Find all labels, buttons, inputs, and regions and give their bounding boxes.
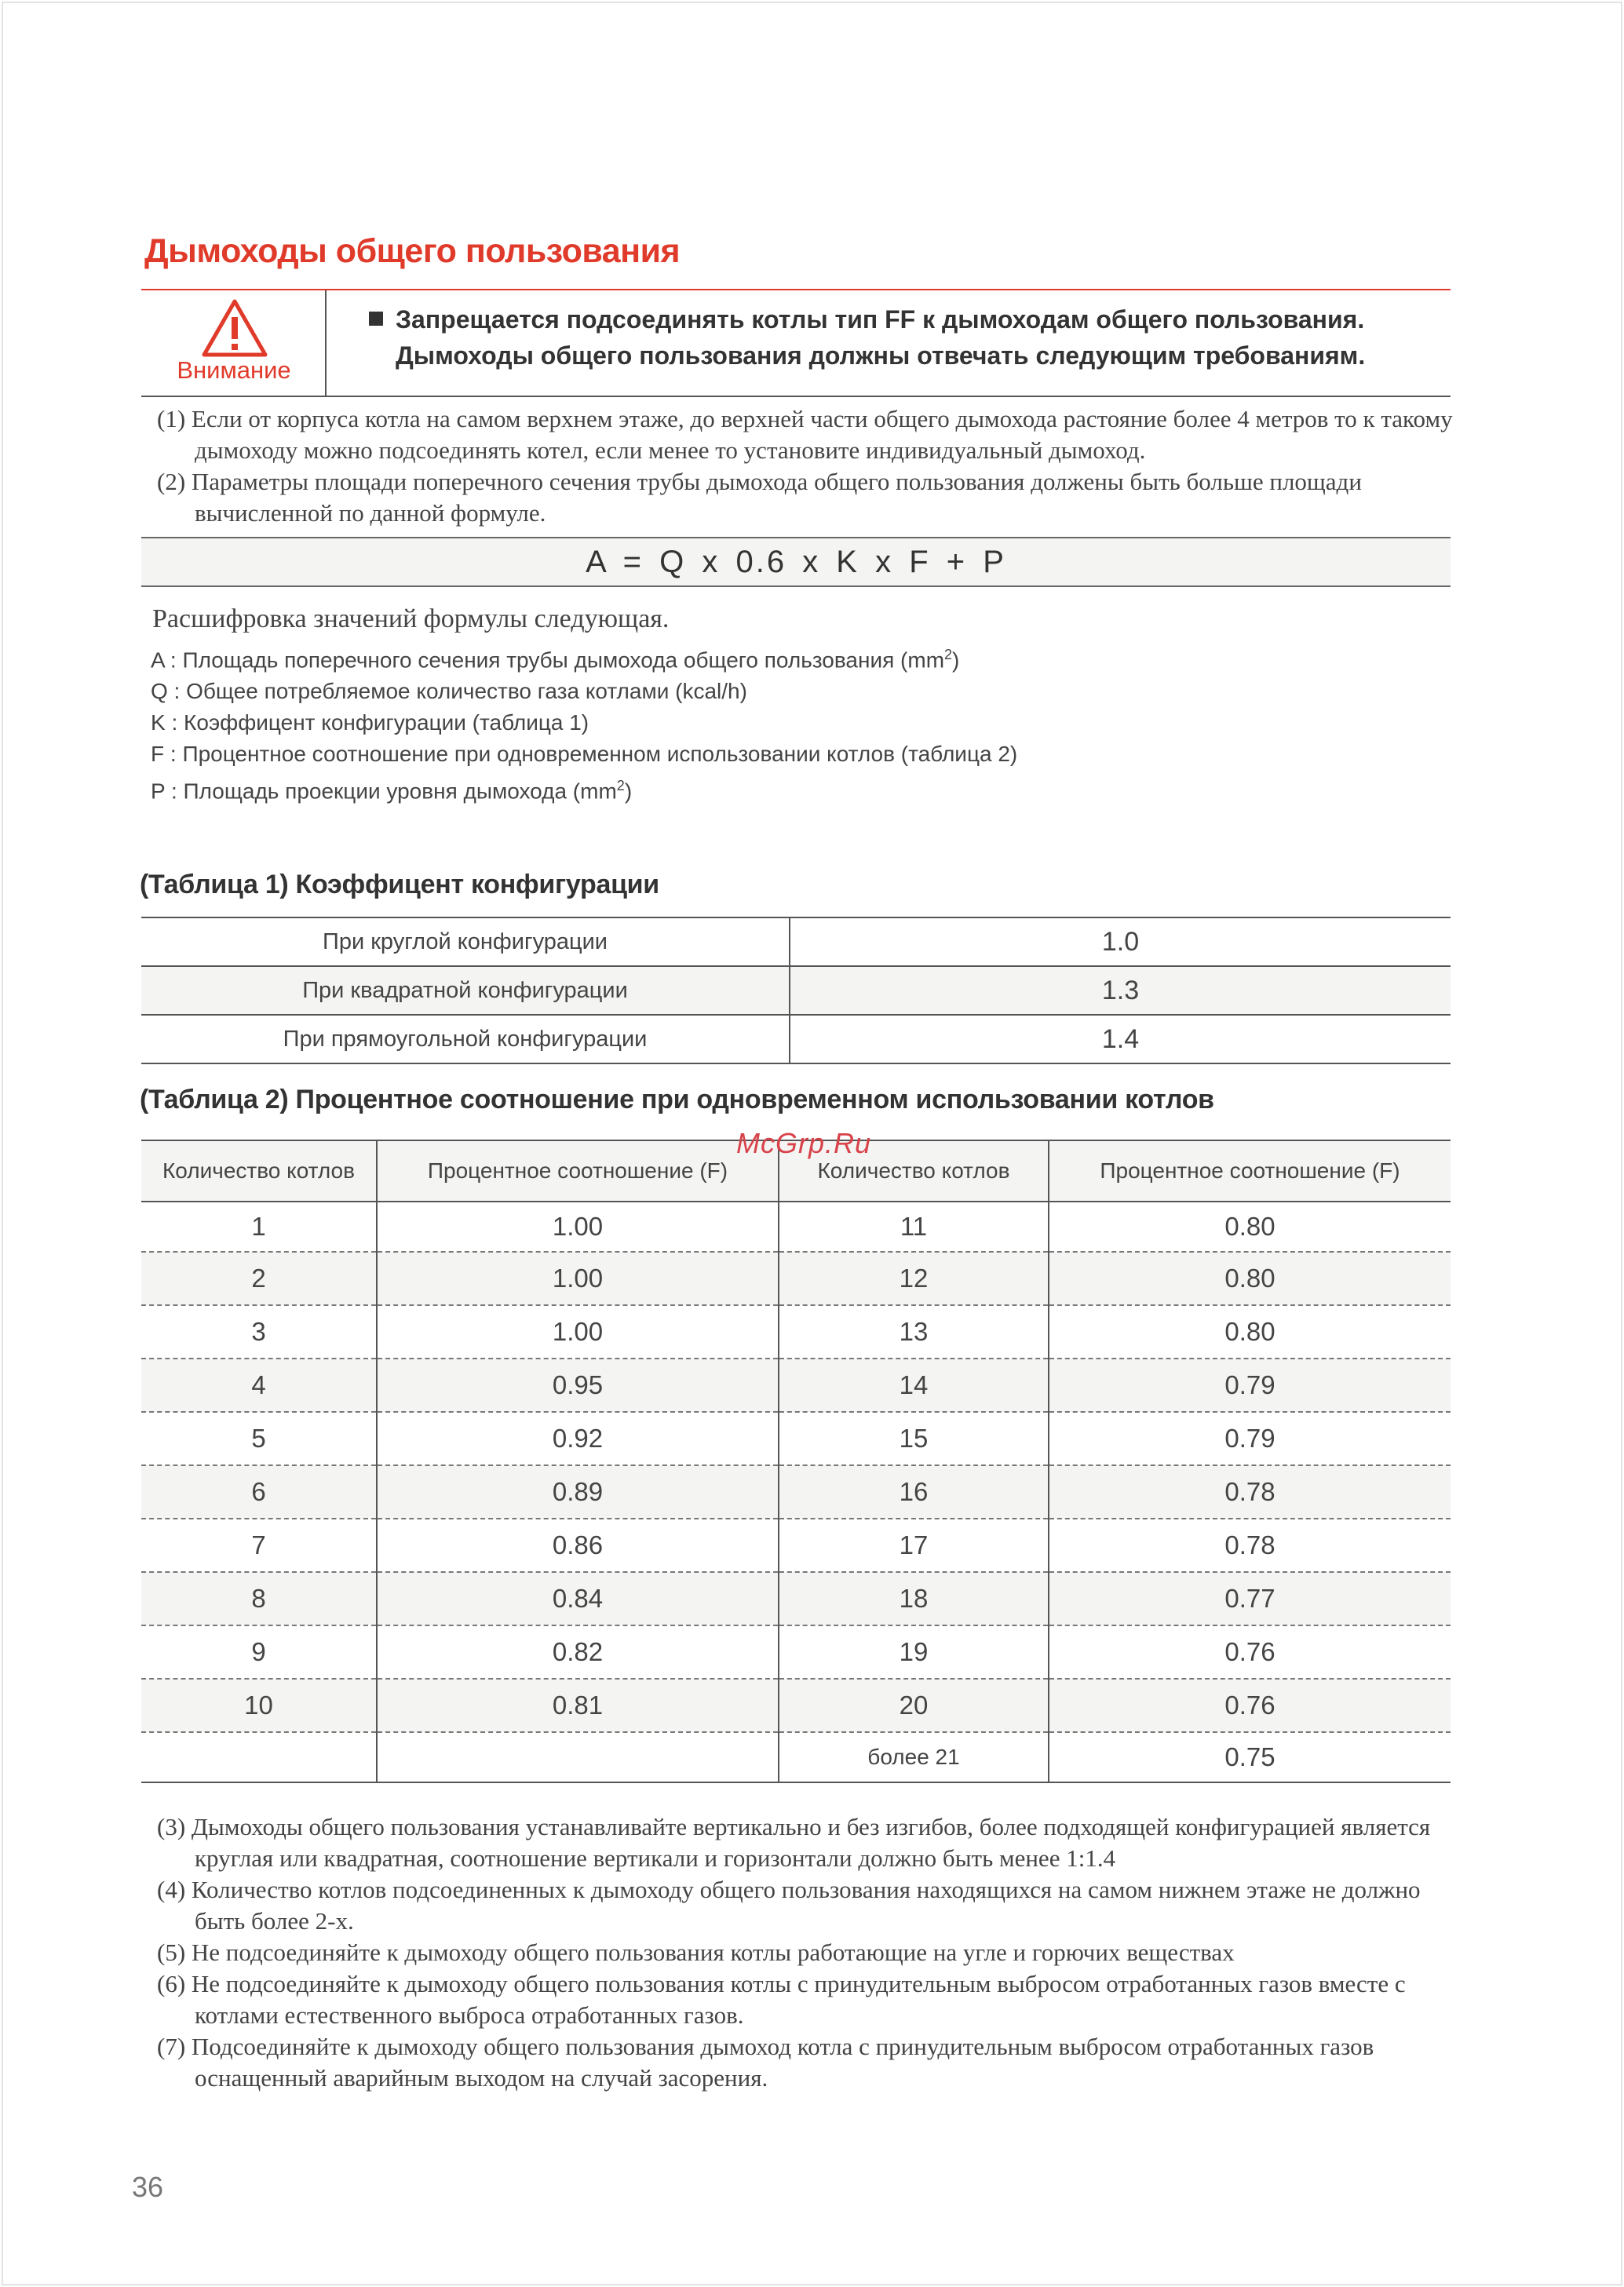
watermark: McGrp.Ru <box>736 1127 872 1159</box>
table-cell: 4 <box>141 1359 377 1412</box>
table-cell: 0.79 <box>1049 1359 1451 1412</box>
table-cell: 2 <box>141 1252 377 1305</box>
table-cell: 0.84 <box>377 1572 779 1625</box>
table1-title: (Таблица 1) Коэффицент конфигурации <box>140 870 659 899</box>
table-cell: 0.80 <box>1224 1212 1275 1241</box>
requirement-item: (1) Если от корпуса котла на самом верхнем этаже, до верхней части общего дымохода растояние более 4 метров то к такому дымоходу можно подсоединять котел, если менее то установите индивидуальный дымоход. <box>157 405 1453 464</box>
column-header: Количество котлов <box>141 1140 377 1202</box>
table-cell: 0.80 <box>1049 1252 1451 1305</box>
table-cell: 16 <box>779 1465 1049 1519</box>
warning-icon-cell <box>141 290 327 396</box>
page-number: 36 <box>132 2171 164 2203</box>
table-cell <box>377 1732 779 1782</box>
legend-item: K : Коэффицент конфигурации (таблица 1) <box>151 710 589 735</box>
table-cell: 13 <box>779 1305 1049 1359</box>
table-cell: 14 <box>779 1359 1049 1412</box>
table-cell: 0.76 <box>1049 1625 1451 1679</box>
table-cell: 11 <box>779 1202 1049 1252</box>
warning-box <box>141 290 1451 397</box>
table-cell: 1.00 <box>377 1202 779 1252</box>
table-cell: 0.77 <box>1049 1572 1451 1625</box>
table-row <box>141 1202 1451 1252</box>
warning-text <box>369 301 1365 374</box>
table-row <box>141 1305 1451 1359</box>
table-row <box>141 1572 1451 1625</box>
table-row: При прямоугольной конфигурации 1.4 <box>141 1015 1451 1063</box>
table-cell: 0.82 <box>377 1625 779 1679</box>
legend-item: A : Площадь поперечного сечения трубы дымохода общего пользования $(mm^2)$ <box>151 647 960 673</box>
table-cell: 7 <box>141 1519 377 1572</box>
table-row <box>141 1732 1451 1782</box>
requirement-item: (2) Параметры площади поперечного сечения трубы дымохода общего пользования должены быть больше площади вычисленной по данной формуле. <box>157 468 1362 527</box>
warning-icon <box>201 298 268 358</box>
configuration-table <box>141 917 1451 1064</box>
table-cell: 6 <box>141 1465 377 1519</box>
table-row <box>141 1359 1451 1412</box>
table-row <box>141 1519 1451 1572</box>
table-cell: 20 <box>779 1679 1049 1732</box>
table-cell: 0.80 <box>1049 1305 1451 1359</box>
table-cell: 0.95 <box>377 1359 779 1412</box>
requirement-item: (3) Дымоходы общего пользования устанавливайте вертикально и без изгибов, более подходящей конфигурацией является круглая или квадратная, соотношение вертикали и горизонтали должно быть менее 1:1.4 <box>157 1813 1431 1872</box>
table-cell <box>141 1732 377 1782</box>
requirement-item: (6) Не подсоединяйте к дымоходу общего пользования котлы с принудительным выбросом отработанных газов вместе с котлами естественного выброса отработанных газов. <box>157 1970 1406 2029</box>
table-row <box>141 1252 1451 1305</box>
ratio-table <box>141 1140 1451 1783</box>
table-cell: 1.00 <box>377 1252 779 1305</box>
table-cell: 10 <box>141 1679 377 1732</box>
table-row <box>141 1465 1451 1519</box>
table-row <box>141 1412 1451 1465</box>
table-cell: 15 <box>779 1412 1049 1465</box>
table-cell: 3 <box>141 1305 377 1359</box>
table-cell: 5 <box>141 1412 377 1465</box>
legend-item: F : Процентное соотношение при одновременном использовании котлов (таблица 2) <box>151 742 1018 767</box>
table-cell: 18 <box>779 1572 1049 1625</box>
legend-title: Расшифровка значений формулы следующая. <box>152 604 670 633</box>
table-cell: более 21 <box>779 1732 1049 1782</box>
table-cell: 0.78 <box>1049 1465 1451 1519</box>
requirements-bottom <box>157 1811 1444 2094</box>
table-row <box>141 1625 1451 1679</box>
section-title: Дымоходы общего пользования <box>144 232 681 270</box>
table-cell: 8 <box>141 1572 377 1625</box>
table-cell: 1.00 <box>377 1305 779 1359</box>
table-cell: 12 <box>779 1252 1049 1305</box>
warning-line-2: Дымоходы общего пользования должны отвечать следующим требованиям. <box>396 341 1366 370</box>
table-cell: 19 <box>779 1625 1049 1679</box>
table-cell: 0.76 <box>1049 1679 1451 1732</box>
table-cell: 0.89 <box>377 1465 779 1519</box>
table-cell: 1 <box>141 1202 377 1252</box>
column-header: Процентное соотношение (F) <box>377 1140 779 1202</box>
requirement-item: (4) Количество котлов подсоединенных к дымоходу общего пользования находящихся на самом нижнем этаже не должно быть более 2-х. <box>157 1876 1421 1935</box>
formula: A = Q x 0.6 x K x F + P <box>141 537 1451 587</box>
requirement-item: (5) Не подсоединяйте к дымоходу общего пользования котлы работающие на угле и горючих веществах <box>157 1939 1235 1966</box>
table2-title: (Таблица 2) Процентное соотношение при одновременном использовании котлов <box>140 1085 1214 1114</box>
table-cell: 0.92 <box>377 1412 779 1465</box>
warning-line-1: Запрещается подсоединять котлы тип FF к дымоходам общего пользования. <box>396 305 1365 334</box>
column-header: Процентное соотношение (F) <box>1049 1140 1451 1202</box>
table-cell: 9 <box>141 1625 377 1679</box>
requirement-item: (7) Подсоединяйте к дымоходу общего пользования дымоход котла с принудительным выбросом отработанных газов оснащенный аварийным выходом на случай засорения. <box>157 2033 1374 2092</box>
formula-legend <box>151 639 1017 808</box>
table-row: При квадратной конфигурации 1.3 <box>141 966 1451 1015</box>
warning-label: Внимание <box>177 356 291 384</box>
requirements-top <box>157 403 1460 529</box>
column-header: Количество котлов <box>779 1140 1049 1202</box>
table-cell: 0.78 <box>1049 1519 1451 1572</box>
table-cell: 0.81 <box>377 1679 779 1732</box>
table-cell: 0.79 <box>1049 1412 1451 1465</box>
legend-item: Q : Общее потребляемое количество газа котлами (kcal/h) <box>151 679 747 704</box>
table-cell: 0.86 <box>377 1519 779 1572</box>
legend-item: P : Площадь проекции уровня дымохода $(mm^2)$ <box>151 778 633 804</box>
table-row: При круглой конфигурации 1.0 <box>141 917 1451 966</box>
table-cell: 17 <box>779 1519 1049 1572</box>
square-bullet-icon <box>369 312 383 326</box>
table-cell: 0.75 <box>1049 1732 1451 1782</box>
table-row <box>141 1679 1451 1732</box>
